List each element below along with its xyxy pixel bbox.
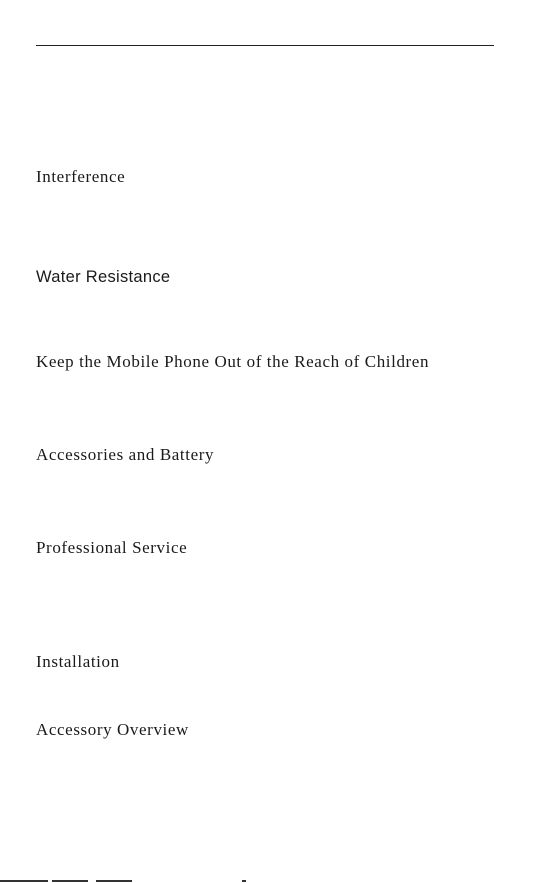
page-bottom-edge-marks [0, 878, 536, 883]
heading-accessories-and-battery: Accessories and Battery [36, 445, 215, 464]
heading-accessory-overview: Accessory Overview [36, 720, 189, 739]
heading-interference: Interference [36, 167, 126, 186]
heading-keep-away-from-children: Keep the Mobile Phone Out of the Reach of Children [36, 352, 430, 371]
heading-professional-service: Professional Service [36, 538, 188, 557]
heading-water-resistance: Water Resistance [36, 268, 171, 286]
heading-installation: Installation [36, 652, 120, 671]
top-divider [36, 45, 494, 46]
